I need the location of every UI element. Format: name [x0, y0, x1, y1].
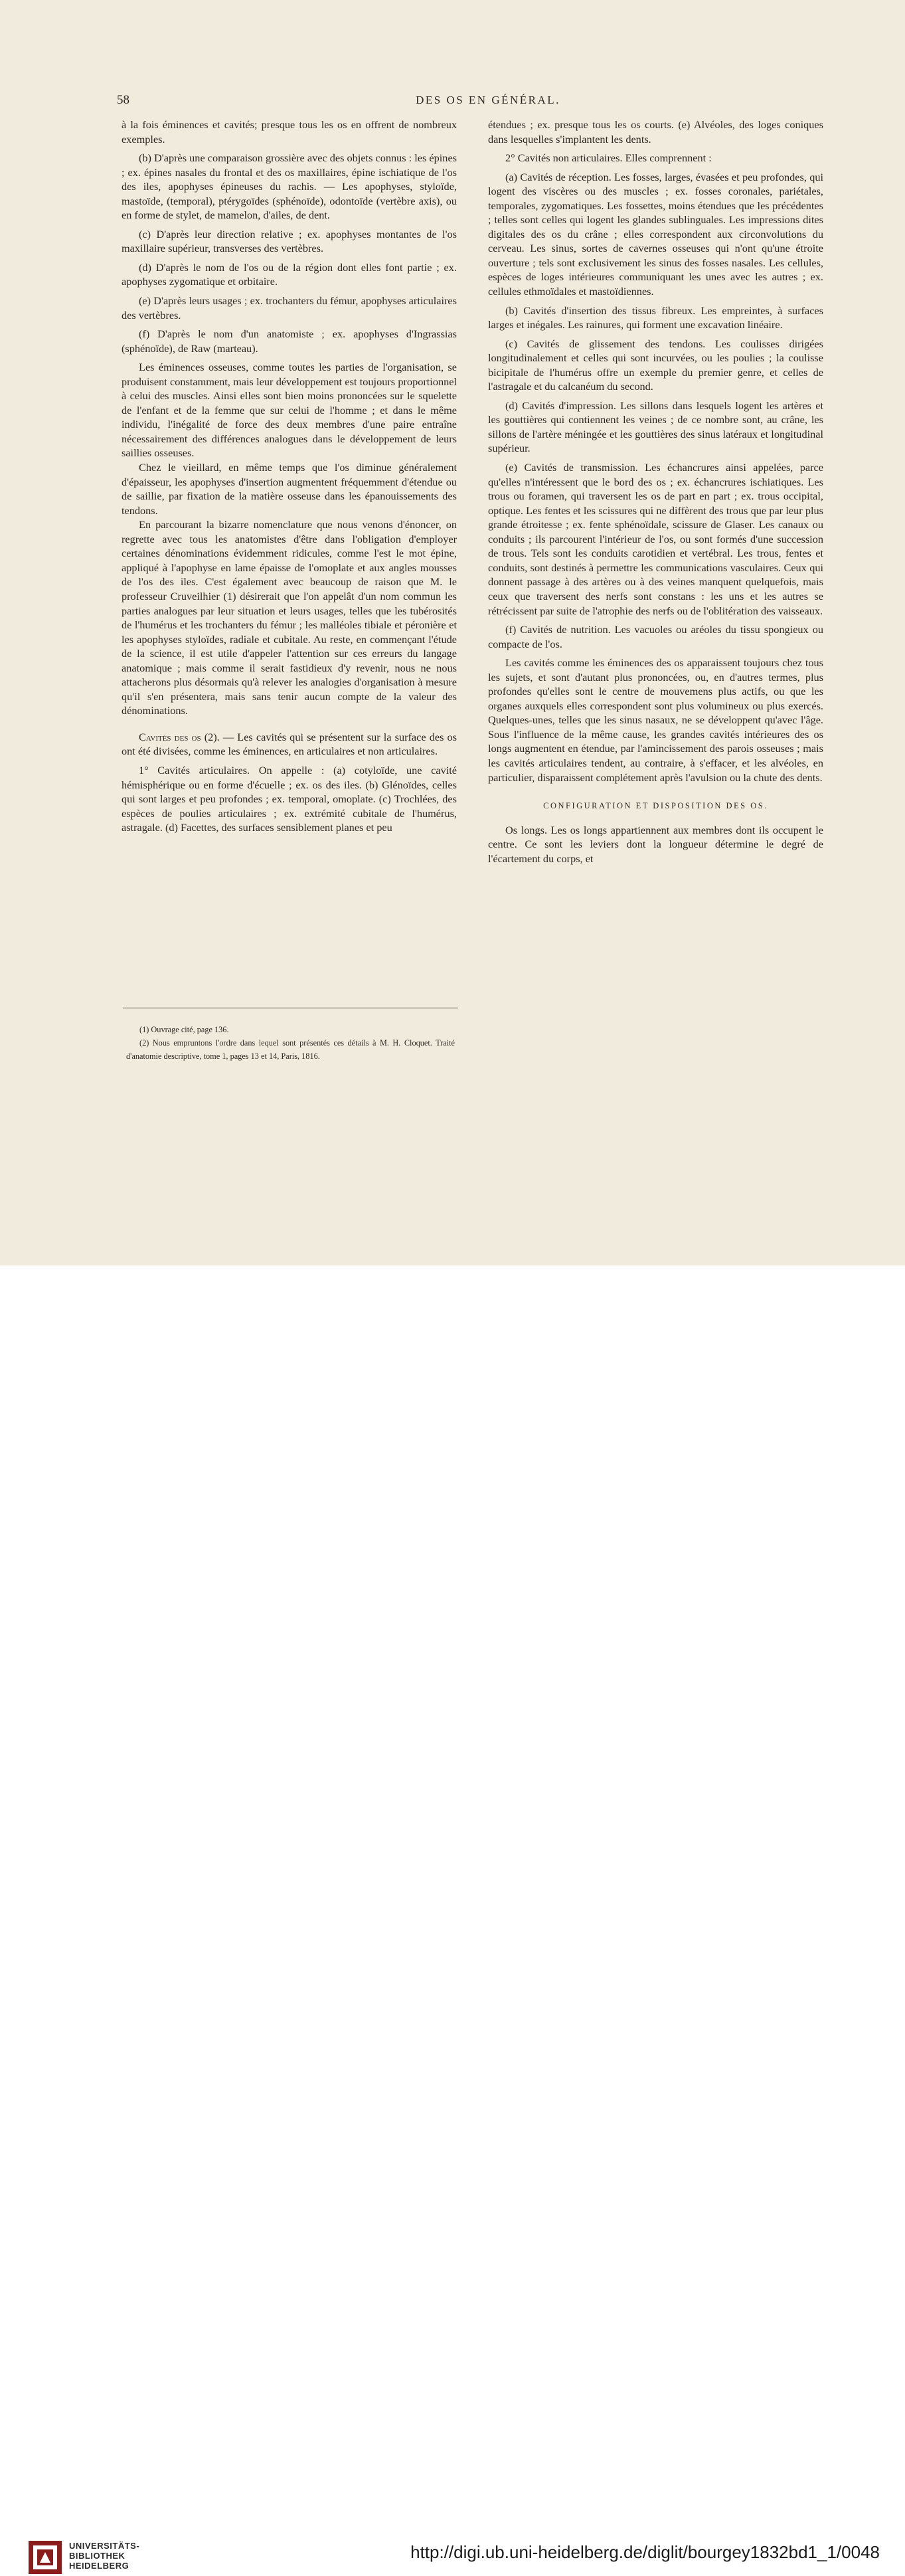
- right-paragraph-3: (a) Cavités de réception. Les fosses, larges, évasées et peu profondes, qui logent des viscères ou des muscles ; ex. fosses coronales, pariétales, temporales, zygomatiques. Les fossettes, moins étendues que les précédentes ; telles sont celles qui logent les glandes sublinguales. Les impressions dites digitales des os du crâne ; elles correspondent aux circonvolutions du cerveau. Les sinus, sortes de cavernes osseuses qui n'ont qu'une étroite ouverture ; tels sont exclusivement les sinus des fosses nasales. Les cellules, espèces de loges intérieures communiquant les unes avec les autres ; ex. cellules ethmoïdales et mastoïdiennes.: [488, 170, 823, 298]
- running-head: DES OS EN GÉNÉRAL.: [416, 94, 560, 106]
- left-paragraph-1: à la fois éminences et cavités; presque tous les os en offrent de nombreux exemples.: [122, 118, 457, 145]
- left-paragraph-5: (e) D'après leurs usages ; ex. trochanters du fémur, apophyses articulaires des vertèbres.: [122, 294, 457, 322]
- right-paragraph-6: (d) Cavités d'impression. Les sillons dans lesquels logent les artères et les gouttières qui contiennent les veines ; de ce nombre sont, au crâne, les sillons de l'artère méningée et les gouttières des sinus latéraux et longitudinal supérieur.: [488, 399, 823, 455]
- cavites-heading: Cavités des os (2).: [139, 730, 220, 743]
- left-paragraph-3: (c) D'après leur direction relative ; ex. apophyses montantes de l'os maxillaire supérieur, transverses des vertèbres.: [122, 227, 457, 255]
- scanned-page: [0, 0, 905, 1265]
- library-name: [69, 2541, 139, 2571]
- right-paragraph-8: (f) Cavités de nutrition. Les vacuoles ou aréoles du tissu spongieux ou compacte de l'os.: [488, 623, 823, 650]
- right-paragraph-2: 2° Cavités non articulaires. Elles comprennent :: [505, 151, 712, 165]
- library-line-1: UNIVERSITÄTS-: [69, 2541, 140, 2551]
- cavites-paragraph: [122, 730, 457, 759]
- library-line-3: HEIDELBERG: [69, 2561, 129, 2571]
- cavites-text: — Les cavités qui se présentent sur la surface des os ont été divisées, comme les éminences, en articulaires et non articulaires.: [122, 730, 457, 758]
- right-paragraph-5: (c) Cavités de glissement des tendons. Les coulisses dirigées longitudinalement et celles qui sont incurvées, ou les poulies ; la coulisse bicipitale de l'humérus offre un exemple du premier genre, et celles de l'astragale et du calcanéum du second.: [488, 337, 823, 393]
- footer-bar: [0, 1265, 905, 2571]
- source-url-link[interactable]: http://digi.ub.uni-heidelberg.de/diglit/bourgey1832bd1_1/0048: [410, 2542, 880, 2562]
- section-heading: CONFIGURATION ET DISPOSITION DES OS.: [543, 801, 768, 811]
- left-paragraph-4: (d) D'après le nom de l'os ou de la région dont elles font partie ; ex. apophyses zygomatique et orbitaire.: [122, 260, 457, 288]
- left-paragraph-9: En parcourant la bizarre nomenclature que nous venons d'énoncer, on regrette avec tous les anatomistes d'être dans l'obligation d'employer certaines dénominations évidemment ridicules, comme l'est le mot épine, appliqué à l'apophyse en lame épaisse de l'omoplate et aux angles mousses de l'os des iles. C'est également avec beaucoup de raison que M. le professeur Cruveilhier (1) désirerait que l'on appelât d'un nom commun les parties analogues par leur situation et leurs usages, telles que les tubérosités de l'humérus et les trochanters du fémur ; les malléoles tibiale et péronière et les apophyses styloïdes, radiale et cubitale. Au reste, en commençant l'étude de la science, il est utile d'appeler l'attention sur ces erreurs du langage anatomique ; mais comme il serait fastidieux d'y revenir, nous ne nous attacherons plus désormais qu'à relever les analogies d'organisation à mesure qu'il s'en présentera, mais sans tenir aucun compte de la valeur des dénominations.: [122, 518, 457, 717]
- university-seal-icon: [27, 2539, 64, 2576]
- right-paragraph-1: étendues ; ex. presque tous les os courts. (e) Alvéoles, des loges coniques dans lesquelles s'implantent les dents.: [488, 118, 823, 145]
- left-paragraph-2: (b) D'après une comparaison grossière avec des objets connus : les épines ; ex. épines nasales du frontal et des os maxillaires, épine ischiatique de l'os des iles, apophyses épineuses du rachis. — Les apophyses, styloïde, mastoïde, (temporal), ptérygoïdes (sphénoïde), odontoïde (vertèbre axis), ou en forme de stylet, de mamelon, d'ailes, de dent.: [122, 151, 457, 222]
- right-paragraph-9: Les cavités comme les éminences des os apparaissent toujours chez tous les sujets, et sont d'autant plus prononcées, ou, en d'autres termes, plus profondes qu'elles sont le centre de mouvemens plus actifs, ou que les organes auxquels elles correspondent sont plus volumineux ou plus exercés. Quelques-unes, telles que les sinus nasaux, ne se développent qu'avec l'âge. Sous l'influence de la même cause, les grandes cavités intérieures des os longs augmentent en étendue, par l'amincissement des parois osseuses ; mais les cavités articulaires tendent, au contraire, à s'effacer, et les alvéoles, en particulier, disparaissent complétement après l'avulsion ou la chute des dents.: [488, 656, 823, 784]
- right-paragraph-4: (b) Cavités d'insertion des tissus fibreux. Les empreintes, à surfaces larges et inégales. Les rainures, qui forment une excavation linéaire.: [488, 304, 823, 331]
- right-paragraph-7: (e) Cavités de transmission. Les échancrures ainsi appelées, parce qu'elles n'intéressent que le bord des os ; ex. échancrures ischiatiques. Les trous ou foramen, qui traversent les os de part en part ; ex. trous occipital, optique. Les fentes et les scissures qui ne diffèrent des trous que par leur plus grande étroitesse ; ex. fente sphénoïdale, scissure de Glaser. Les canaux ou conduits ; ils parcourent l'intérieur de l'os, ou sont formés d'une succession de trous. Tels sont les conduits carotidien et vertébral. Les trous, fentes et conduits, sont destinés à permettre les communications vasculaires. Ceux qui donnent passage à des artères ou à des veines manquent quelquefois, mais ceux que traversent des nerfs sont constans : les uns et les autres se rétrécissent par suite de l'atrophie des nerfs ou de l'oblitération des vaisseaux.: [488, 461, 823, 617]
- footnotes: [126, 1023, 455, 1063]
- right-paragraph-10: Os longs. Les os longs appartiennent aux membres dont ils occupent le centre. Ce sont les leviers dont la longueur détermine le degré de l'écartement du corps, et: [488, 823, 823, 865]
- left-paragraph-11: 1° Cavités articulaires. On appelle : (a) cotyloïde, une cavité hémisphérique ou en forme d'écuelle ; ex. os des iles. (b) Glénoïdes, celles qui sont larges et peu profondes ; ex. temporal, omoplate. (c) Trochlées, des espèces de poulies articulaires ; ex. extrémité cubitale de l'humérus, astragale. (d) Facettes, des surfaces sensiblement planes et peu: [122, 763, 457, 834]
- left-paragraph-7: Les éminences osseuses, comme toutes les parties de l'organisation, se produisent constamment, mais leur développement est toujours proportionnel à celui des muscles. Ainsi elles sont bien moins prononcées sur le squelette de l'enfant et de la femme que sur celui de l'homme ; et dans le même individu, l'inégalité de force des deux membres d'une paire entraîne nécessairement des différences analogues dans le développement de leurs saillies osseuses.: [122, 361, 457, 460]
- left-paragraph-6: (f) D'après le nom d'un anatomiste ; ex. apophyses d'Ingrassias (sphénoïde), de Raw (marteau).: [122, 327, 457, 355]
- footnote-1: (1) Ouvrage cité, page 136.: [139, 1025, 229, 1034]
- right-column: [488, 118, 823, 866]
- footnote-2: (2) Nous empruntons l'ordre dans lequel sont présentés ces détails à M. H. Cloquet. Traité d'anatomie descriptive, tome 1, pages 13 et 14, Paris, 1816.: [126, 1038, 455, 1061]
- page-number: 58: [117, 93, 129, 107]
- left-paragraph-8: Chez le vieillard, en même temps que l'os diminue généralement d'épaisseur, les apophyses d'insertion augmentent fréquemment d'étendue ou de saillie, par fixation de la matière osseuse dans les épanouissements des tendons.: [122, 461, 457, 517]
- left-column: [122, 118, 457, 835]
- library-line-2: BIBLIOTHEK: [69, 2551, 125, 2561]
